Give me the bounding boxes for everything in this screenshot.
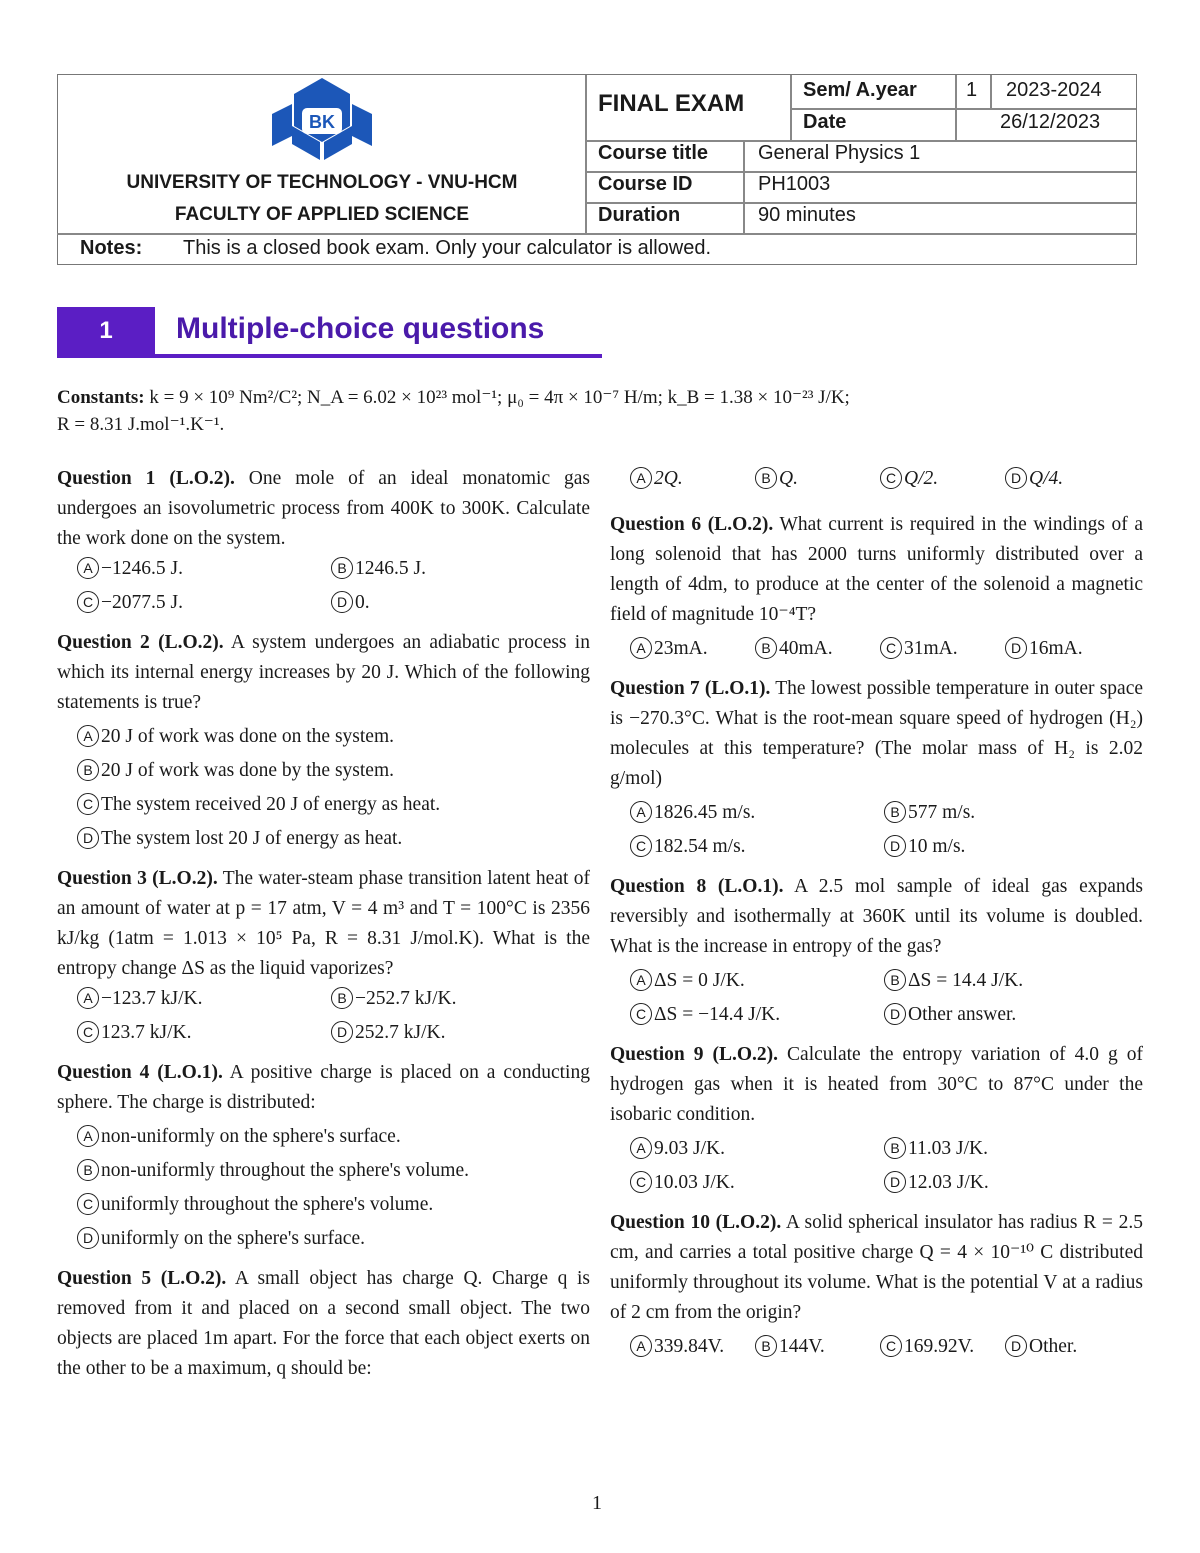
option-a[interactable]: A −123.7 kJ/K. [77, 984, 331, 1014]
option-badge: B [755, 1335, 777, 1357]
date-value: 26/12/2023 [1000, 111, 1101, 133]
option-a[interactable]: A 23mA. [630, 634, 755, 664]
question-10 [610, 1208, 1143, 1362]
option-a[interactable]: A ΔS = 0 J/K. [630, 966, 884, 996]
question-5-options [610, 464, 1143, 494]
university-name: UNIVERSITY OF TECHNOLOGY - VNU-HCM [126, 172, 518, 193]
option-d[interactable]: D Other. [1005, 1332, 1077, 1362]
option-badge: C [880, 637, 902, 659]
sem-value: 1 [966, 79, 978, 101]
question-4 [57, 1058, 590, 1254]
option-badge: D [331, 1021, 353, 1043]
option-badge: A [630, 467, 652, 489]
question-6 [610, 510, 1143, 664]
constants-block [57, 384, 1147, 438]
option-b[interactable]: B Q. [755, 464, 880, 494]
option-a[interactable]: A non-uniformly on the sphere's surface. [77, 1122, 590, 1152]
question-heading: Question 3 (L.O.2). [57, 868, 218, 889]
option-badge: A [77, 987, 99, 1009]
logo-text: BK [309, 112, 335, 132]
section-title: Multiple-choice questions [176, 312, 545, 345]
question-heading: Question 5 (L.O.2). [57, 1268, 227, 1289]
option-badge: A [630, 1137, 652, 1159]
question-heading: Question 1 (L.O.2). [57, 468, 235, 489]
option-badge: B [331, 557, 353, 579]
option-badge: C [630, 1003, 652, 1025]
option-badge: D [77, 1227, 99, 1249]
question-text: A positive charge is placed on a conducting sphere. The charge is distributed: [57, 1062, 590, 1113]
question-text: Calculate the entropy variation of 4.0 g of hydrogen gas when it is heated from 30°C to 87°C under the isobaric condition. [610, 1044, 1143, 1125]
sem-label: Sem/ A.year [803, 79, 917, 101]
option-badge: C [880, 1335, 902, 1357]
constants-label: Constants: [57, 387, 145, 408]
option-badge: C [77, 591, 99, 613]
option-c[interactable]: C −2077.5 J. [77, 588, 331, 618]
option-b[interactable]: B −252.7 kJ/K. [331, 984, 456, 1014]
question-text: A small object has charge Q. Charge q is removed from it and placed on a second small object. The two objects are placed 1m apart. For the force that each object exerts on the other to be a maximum, q should be: [57, 1268, 590, 1379]
university-logo [272, 74, 372, 164]
option-c[interactable]: C 10.03 J/K. [630, 1168, 884, 1198]
option-badge: B [331, 987, 353, 1009]
option-b[interactable]: B 40mA. [755, 634, 880, 664]
option-b[interactable]: B 1246.5 J. [331, 554, 426, 584]
option-c[interactable]: C 123.7 kJ/K. [77, 1018, 331, 1048]
option-b[interactable]: B ΔS = 14.4 J/K. [884, 966, 1023, 996]
divider [57, 233, 1137, 235]
option-c[interactable]: C ΔS = −14.4 J/K. [630, 1000, 884, 1030]
option-c[interactable]: C 182.54 m/s. [630, 832, 884, 862]
question-1 [57, 464, 590, 618]
option-badge: C [630, 835, 652, 857]
question-3 [57, 864, 590, 1048]
question-heading: Question 7 (L.O.1). [610, 678, 771, 699]
option-badge: B [884, 969, 906, 991]
notes-value: This is a closed book exam. Only your calculator is allowed. [183, 237, 712, 259]
option-badge: C [77, 1021, 99, 1043]
option-badge: A [77, 725, 99, 747]
faculty-name: FACULTY OF APPLIED SCIENCE [174, 204, 470, 225]
option-d[interactable]: D 16mA. [1005, 634, 1083, 664]
option-b[interactable]: B 11.03 J/K. [884, 1134, 988, 1164]
option-badge: D [884, 1003, 906, 1025]
question-heading: Question 4 (L.O.1). [57, 1062, 223, 1083]
question-heading: Question 9 (L.O.2). [610, 1044, 779, 1065]
option-a[interactable]: A 20 J of work was done on the system. [77, 722, 590, 752]
option-badge: C [880, 467, 902, 489]
option-b[interactable]: B 144V. [755, 1332, 880, 1362]
option-c[interactable]: C Q/2. [880, 464, 1005, 494]
course-id-label: Course ID [598, 173, 693, 195]
option-a[interactable]: A 339.84V. [630, 1332, 755, 1362]
option-badge: B [77, 759, 99, 781]
option-badge: D [884, 835, 906, 857]
question-heading: Question 8 (L.O.1). [610, 876, 784, 897]
question-text: One mole of an ideal monatomic gas undergoes an isovolumetric process from 400K to 300K. Calculate the work done on the system. [57, 468, 591, 549]
question-text: A system undergoes an adiabatic process in which its internal energy increases by 20 J. Which of the following statements is true? [57, 632, 590, 713]
option-badge: D [884, 1171, 906, 1193]
question-5 [57, 1264, 590, 1384]
course-title-label: Course title [598, 142, 709, 164]
option-badge: D [1005, 637, 1027, 659]
option-a[interactable]: A 2Q. [630, 464, 755, 494]
divider [585, 75, 587, 234]
divider [790, 108, 1136, 110]
section-number: 1 [57, 307, 155, 355]
duration-label: Duration [598, 204, 681, 226]
duration-value: 90 minutes [758, 204, 856, 226]
option-badge: A [630, 801, 652, 823]
option-badge: B [884, 1137, 906, 1159]
option-badge: B [755, 637, 777, 659]
year-value: 2023-2024 [1006, 79, 1102, 101]
option-d[interactable]: D 0. [331, 588, 370, 618]
page-number: 1 [592, 1492, 602, 1514]
option-a[interactable]: A 1826.45 m/s. [630, 798, 884, 828]
option-d[interactable]: D 10 m/s. [884, 832, 965, 862]
option-badge: A [630, 637, 652, 659]
date-label: Date [803, 111, 847, 133]
option-badge: C [630, 1171, 652, 1193]
left-column [57, 464, 590, 1394]
notes-label: Notes: [80, 237, 143, 259]
option-badge: D [331, 591, 353, 613]
option-d[interactable]: D 252.7 kJ/K. [331, 1018, 445, 1048]
question-text: The water-steam phase transition latent heat of an amount of water at p = 17 atm, V = 4 m³ and T = 100°C is 2356 kJ/kg (1atm = 1.013 × 10⁵ Pa, R = 8.31 J/mol.K). What is the entropy change ΔS as the liquid vaporizes? [57, 868, 590, 979]
course-id-value: PH1003 [758, 173, 831, 195]
divider [743, 140, 745, 234]
option-d[interactable]: D Other answer. [884, 1000, 1016, 1030]
option-badge: B [884, 801, 906, 823]
question-text: A solid spherical insulator has radius R = 2.5 cm, and carries a total positive charge Q = 4 × 10⁻¹⁰ C distributed uniformly throughout its volume. What is the potential V at a radius of 2 cm from the origin? [610, 1212, 1143, 1323]
question-7 [610, 674, 1143, 862]
option-badge: D [1005, 467, 1027, 489]
option-badge: B [77, 1159, 99, 1181]
option-d[interactable]: D Q/4. [1005, 464, 1063, 494]
option-badge: A [77, 557, 99, 579]
option-c[interactable]: C uniformly throughout the sphere's volume. [77, 1190, 590, 1220]
option-badge: A [77, 1125, 99, 1147]
question-heading: Question 2 (L.O.2). [57, 632, 224, 653]
option-b[interactable]: B 20 J of work was done by the system. [77, 756, 590, 786]
option-badge: C [77, 793, 99, 815]
question-8 [610, 872, 1143, 1030]
question-2 [57, 628, 590, 854]
constants-line-1: k = 9 × 10⁹ Nm²/C²; N_A = 6.02 × 10²³ mol⁻¹; μ₀ = 4π × 10⁻⁷ H/m; k_B = 1.38 × 10⁻²³ J/K; [149, 387, 850, 408]
section-underline [57, 354, 602, 358]
option-badge: C [77, 1193, 99, 1215]
option-b[interactable]: B 577 m/s. [884, 798, 975, 828]
course-title-value: General Physics 1 [758, 142, 921, 164]
question-text: A 2.5 mol sample of ideal gas expands reversibly and isothermally at 360K until its volume is doubled. What is the increase in entropy of the gas? [610, 876, 1143, 957]
option-badge: B [755, 467, 777, 489]
option-b[interactable]: B non-uniformly throughout the sphere's volume. [77, 1156, 590, 1186]
question-heading: Question 10 (L.O.2). [610, 1212, 782, 1233]
question-text: The lowest possible temperature in outer space is −270.3°C. What is the root-mean square speed of hydrogen (H₂) molecules at this temperature? (The molar mass of H₂ is 2.02 g/mol) [610, 678, 1144, 789]
option-badge: D [77, 827, 99, 849]
question-text: What current is required in the windings of a long solenoid that has 2000 turns uniformly distributed over a length of 4dm, to produce at the center of the solenoid a magnetic field of magnitude 10⁻⁴T? [610, 514, 1143, 625]
option-d[interactable]: D The system lost 20 J of energy as heat. [77, 824, 590, 854]
right-column [610, 464, 1143, 1372]
exam-title: FINAL EXAM [598, 90, 745, 117]
constants-line-2: R = 8.31 J.mol⁻¹.K⁻¹. [57, 414, 225, 435]
question-9 [610, 1040, 1143, 1198]
option-badge: A [630, 1335, 652, 1357]
option-a[interactable]: A 9.03 J/K. [630, 1134, 884, 1164]
option-d[interactable]: D uniformly on the sphere's surface. [77, 1224, 590, 1254]
divider [990, 75, 992, 108]
option-a[interactable]: A −1246.5 J. [77, 554, 331, 584]
option-badge: D [1005, 1335, 1027, 1357]
option-c[interactable]: C 31mA. [880, 634, 1005, 664]
option-c[interactable]: C 169.92V. [880, 1332, 1005, 1362]
option-c[interactable]: C The system received 20 J of energy as heat. [77, 790, 590, 820]
question-heading: Question 6 (L.O.2). [610, 514, 774, 535]
option-d[interactable]: D 12.03 J/K. [884, 1168, 989, 1198]
option-badge: A [630, 969, 652, 991]
